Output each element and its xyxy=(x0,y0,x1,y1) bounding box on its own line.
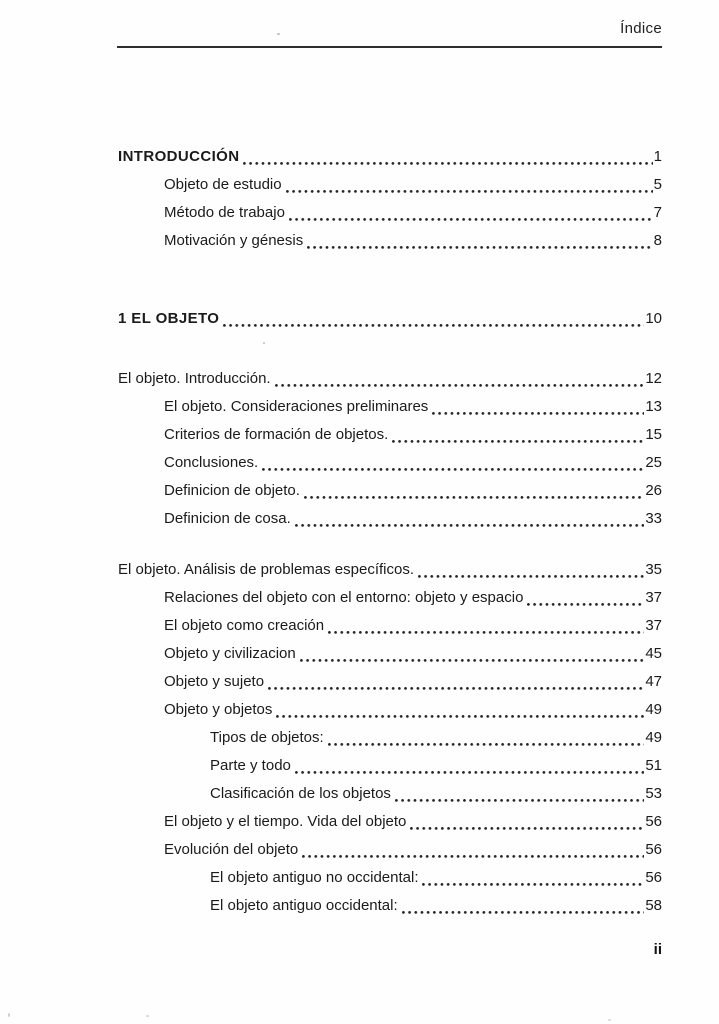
dot-leader xyxy=(300,659,645,662)
toc-entry-page-number: 13 xyxy=(645,398,662,415)
toc-entry xyxy=(118,305,662,333)
page-header xyxy=(117,20,662,48)
toc-entry-label: Objeto y civilizacion xyxy=(164,645,296,662)
toc-entry-page-number: 37 xyxy=(645,617,662,634)
toc-entry-label: Objeto y objetos xyxy=(164,701,273,718)
dot-leader xyxy=(328,743,645,746)
toc-entry-label: Criterios de formación de objetos. xyxy=(164,426,389,443)
toc-entry-label: El objeto. Consideraciones preliminares xyxy=(164,398,429,415)
scan-speckle xyxy=(277,33,280,35)
dot-leader xyxy=(276,715,644,718)
toc-entry xyxy=(118,780,662,808)
dot-leader xyxy=(422,883,644,886)
dot-leader xyxy=(295,524,645,527)
page-footer xyxy=(654,941,662,959)
dot-leader xyxy=(262,468,644,471)
scan-speckle xyxy=(263,342,265,344)
toc-entry-page-number: 37 xyxy=(645,589,662,606)
toc-entry-page-number: 45 xyxy=(645,645,662,662)
toc-entry-page-number: 10 xyxy=(645,310,662,327)
toc-entry xyxy=(118,171,662,199)
toc-entry xyxy=(118,808,662,836)
toc-entry-page-number: 56 xyxy=(645,841,662,858)
toc-entry xyxy=(118,836,662,864)
dot-leader xyxy=(223,324,644,327)
toc-entry-label: Relaciones del objeto con el entorno: objeto y espacio xyxy=(164,589,524,606)
dot-leader xyxy=(392,440,644,443)
toc-entry-page-number: 53 xyxy=(645,785,662,802)
toc-entry-label: El objeto antiguo no occidental: xyxy=(210,869,419,886)
toc-entry xyxy=(118,696,662,724)
toc-entry-label: Definicion de cosa. xyxy=(164,510,291,527)
toc-entry-page-number: 56 xyxy=(645,869,662,886)
dot-leader xyxy=(304,496,644,499)
toc-entry-page-number: 49 xyxy=(645,729,662,746)
header-title: Índice xyxy=(620,20,662,37)
toc-entry-page-number: 33 xyxy=(645,510,662,527)
toc-entry-label: El objeto como creación xyxy=(164,617,325,634)
toc-entry-label: Objeto de estudio xyxy=(164,176,282,193)
toc-entry xyxy=(118,365,662,393)
toc-entry-label: El objeto. Introducción. xyxy=(118,370,271,387)
toc-entry-page-number: 58 xyxy=(645,897,662,914)
scan-speckle xyxy=(608,1019,611,1021)
scan-speckle xyxy=(146,1015,149,1017)
toc-entry-page-number: 56 xyxy=(645,813,662,830)
dot-leader xyxy=(410,827,644,830)
toc-entry-label: Tipos de objetos: xyxy=(210,729,324,746)
dot-leader xyxy=(302,855,644,858)
toc-entry xyxy=(118,227,662,255)
toc-entry-label: Evolución del objeto xyxy=(164,841,299,858)
dot-leader xyxy=(418,575,644,578)
toc-entry-label: 1 EL OBJETO xyxy=(118,310,220,327)
toc-entry xyxy=(118,199,662,227)
toc-section xyxy=(118,143,662,255)
toc-entry-label: Conclusiones. xyxy=(164,454,259,471)
toc-entry-label: Definicion de objeto. xyxy=(164,482,300,499)
toc-entry xyxy=(118,612,662,640)
scan-speckle xyxy=(8,1013,10,1017)
dot-leader xyxy=(275,384,645,387)
dot-leader xyxy=(395,799,644,802)
toc-entry xyxy=(118,668,662,696)
toc-entry xyxy=(118,143,662,171)
toc-entry xyxy=(118,505,662,533)
toc-entry-page-number: 8 xyxy=(653,232,662,249)
toc-entry-label: Parte y todo xyxy=(210,757,291,774)
toc-section xyxy=(118,365,662,533)
toc-entry-page-number: 51 xyxy=(645,757,662,774)
toc-entry xyxy=(118,393,662,421)
dot-leader xyxy=(432,412,644,415)
dot-leader xyxy=(527,603,644,606)
toc-entry-label: Clasificación de los objetos xyxy=(210,785,391,802)
toc-entry xyxy=(118,556,662,584)
toc-entry-page-number: 35 xyxy=(645,561,662,578)
toc-entry xyxy=(118,584,662,612)
toc-entry xyxy=(118,752,662,780)
toc-section xyxy=(118,556,662,920)
toc-entry-page-number: 7 xyxy=(653,204,662,221)
toc-entry-page-number: 5 xyxy=(653,176,662,193)
toc-entry-label: El objeto antiguo occidental: xyxy=(210,897,398,914)
dot-leader xyxy=(402,911,645,914)
dot-leader xyxy=(289,218,653,221)
toc-entry-label: INTRODUCCIÓN xyxy=(118,148,240,165)
dot-leader xyxy=(295,771,644,774)
page-number: ii xyxy=(653,941,662,958)
toc-entry-label: Método de trabajo xyxy=(164,204,285,221)
toc-entry-page-number: 1 xyxy=(653,148,662,165)
toc-entry-page-number: 25 xyxy=(645,454,662,471)
toc-entry-label: El objeto y el tiempo. Vida del objeto xyxy=(164,813,407,830)
toc-entry xyxy=(118,864,662,892)
header-rule xyxy=(117,46,662,48)
toc-entry xyxy=(118,449,662,477)
toc-section xyxy=(118,305,662,333)
toc-entry-page-number: 12 xyxy=(645,370,662,387)
toc-entry xyxy=(118,892,662,920)
dot-leader xyxy=(268,687,644,690)
toc-entry-page-number: 26 xyxy=(645,482,662,499)
toc-entry-label: Objeto y sujeto xyxy=(164,673,265,690)
toc-entry-label: Motivación y génesis xyxy=(164,232,304,249)
dot-leader xyxy=(243,162,652,165)
toc-entry-page-number: 47 xyxy=(645,673,662,690)
dot-leader xyxy=(328,631,644,634)
toc-entry xyxy=(118,477,662,505)
toc-entry xyxy=(118,724,662,752)
toc-entry xyxy=(118,421,662,449)
dot-leader xyxy=(307,246,652,249)
toc-entry xyxy=(118,640,662,668)
toc-entry-label: El objeto. Análisis de problemas específicos. xyxy=(118,561,414,578)
dot-leader xyxy=(286,190,653,193)
toc xyxy=(118,143,662,920)
toc-entry-page-number: 49 xyxy=(645,701,662,718)
toc-entry-page-number: 15 xyxy=(645,426,662,443)
